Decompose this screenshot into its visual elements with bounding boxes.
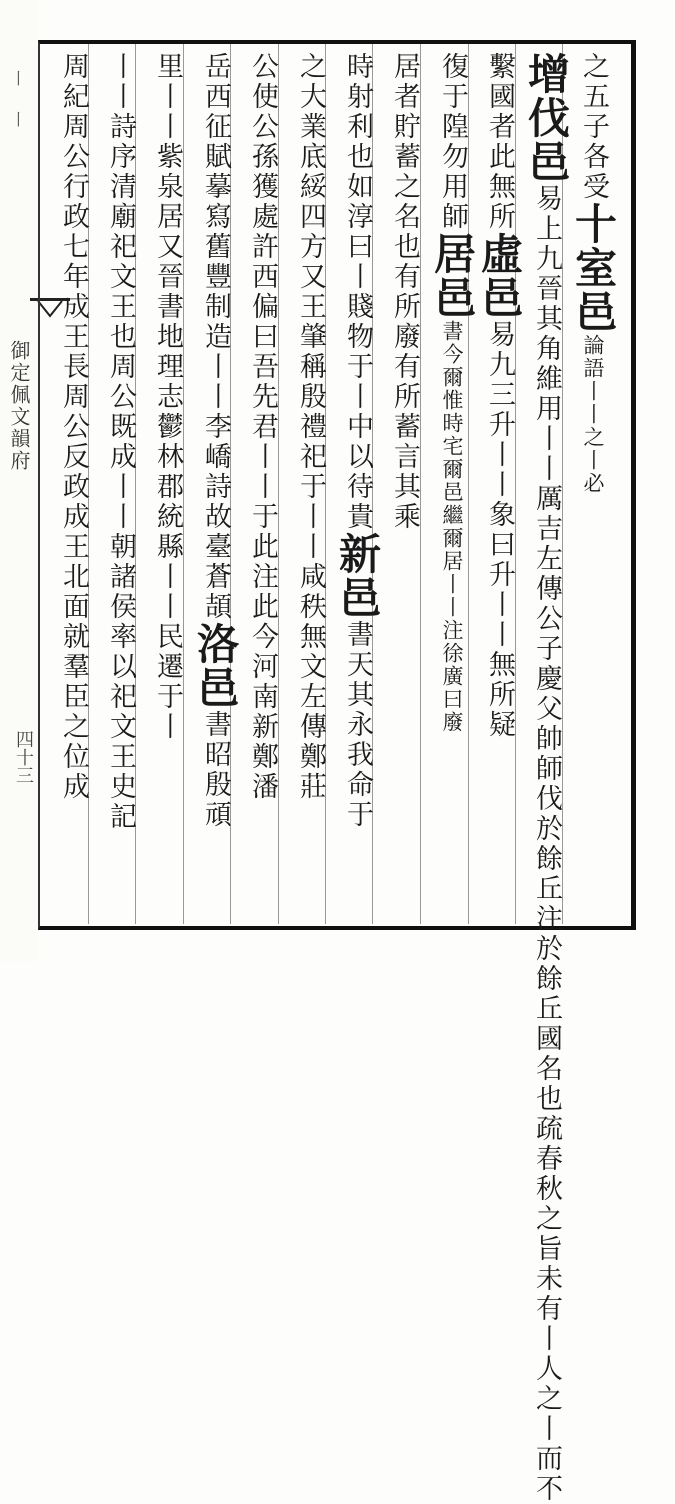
page-margin [0,0,38,961]
column-text: 公使公孫獲處許西偏曰吾先君丨丨于此注此今河南新鄭潘 [247,52,278,802]
text-column-3 [476,52,522,922]
column-text: 論語丨丨之丨必 [581,334,605,495]
page-number: 四十三 [13,730,34,784]
column-text: 民遷于丨 [152,622,183,742]
margin-top-marks: 丨 丨 [8,70,27,138]
book-title-margin: 御定佩文韻府 [7,340,31,472]
text-column-7 [287,52,333,922]
text-column-10 [144,52,190,922]
entry-heading: 洛邑 [191,622,240,710]
column-text: 時射利也如淳曰丨賤物于丨中以待貴 [342,52,373,532]
text-column-11 [97,52,143,922]
column-text: 之五子各受 [578,52,609,202]
text-column-12 [50,52,96,922]
text-column-2 [522,52,571,1504]
column-text: 書昭殷頑 [200,710,231,830]
text-column-1 [570,52,616,922]
entry-heading: 居邑 [428,232,477,320]
column-text: 之大業底綏四方又王肇稱殷禮祀于丨丨咸秩無文左傳鄭莊 [295,52,326,802]
column-text: 丨丨詩序清廟祀文王也周公既成丨丨朝諸侯率以祀文王史記 [105,52,136,832]
entry-heading: 增伐邑 [522,52,571,184]
text-column-5 [381,52,427,922]
text-column-6 [334,52,380,922]
column-text: 書今爾惟時宅爾邑繼爾居丨丨注徐廣曰廢 [440,320,464,734]
column-text: 周紀周公行政七年成王長周公反政成王北面就羣臣之位成 [58,52,89,802]
entry-heading: 十室邑 [569,202,618,334]
text-column-8 [239,52,285,922]
column-text: 書天其永我命于 [342,620,373,830]
column-text: 里丨丨紫泉居又晉書地理志鬱林郡統縣丨丨 [152,52,183,622]
entry-heading: 新邑 [333,532,382,620]
column-text: 繫國者此無所 [484,52,515,232]
text-column-4 [429,52,475,922]
column-text: 易九三升丨丨象曰升丨丨無所疑 [484,320,515,740]
column-text: 易上九晉其角維用丨丨厲吉左傳公子慶父帥師伐於餘丘注於餘丘國名也疏春秋之旨未有丨人之丨而不 [531,184,562,1504]
column-text: 復于隍勿用師 [437,52,468,232]
text-column-9 [192,52,238,922]
column-text: 岳西征賦摹寫舊豐制造丨丨李嶠詩故臺蒼頡 [200,52,231,622]
column-text: 居者貯蓄之名也有所廢有所蓄言其乘 [389,52,420,532]
entry-heading: 虛邑 [475,232,524,320]
